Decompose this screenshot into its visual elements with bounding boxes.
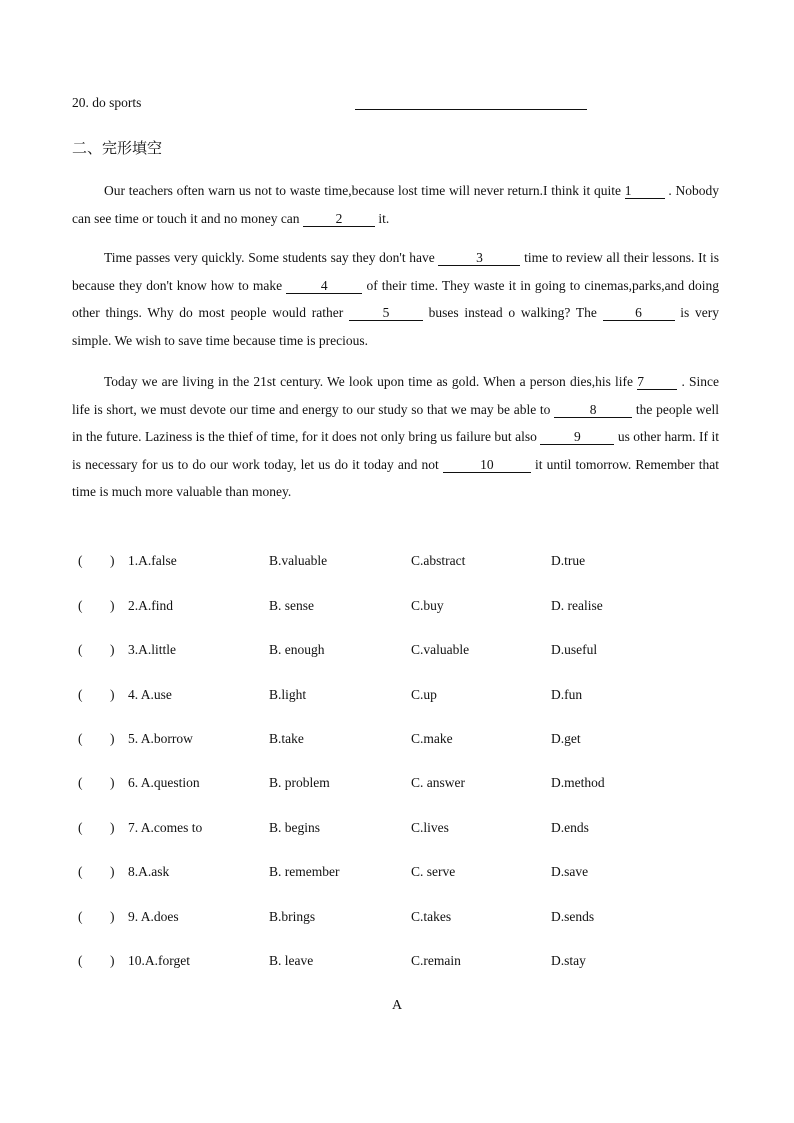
passage-paragraph-2 — [72, 244, 719, 354]
option-row-2 — [72, 598, 722, 618]
option-d: D.true — [551, 553, 586, 568]
option-b: B. sense — [269, 598, 314, 613]
paren-open: ( — [78, 775, 83, 790]
passage-text: it until tomorrow. Remember that time is much more valuable than money. — [72, 456, 720, 500]
blank-4: 4 — [286, 278, 362, 294]
passage-text: Time passes very quickly. Some students say they don't have — [104, 250, 435, 265]
option-row-4 — [72, 687, 722, 707]
answer-parentheses — [78, 598, 115, 614]
blank-3: 3 — [438, 250, 520, 266]
blank-6: 6 — [603, 305, 675, 321]
option-b: B. leave — [269, 953, 314, 968]
option-row-8 — [72, 864, 722, 884]
option-a: 8.A.ask — [128, 864, 170, 879]
option-c: C.abstract — [411, 553, 466, 568]
option-a: 1.A.false — [128, 553, 177, 568]
option-d: D.useful — [551, 642, 598, 657]
answer-parentheses — [78, 642, 115, 658]
blank-9: 9 — [540, 429, 614, 445]
option-row-6 — [72, 775, 722, 795]
option-c: C.valuable — [411, 642, 470, 657]
option-row-1 — [72, 553, 722, 573]
option-c: C. serve — [411, 864, 456, 879]
passage-text: us other harm. If it is necessary for us to do our work today, let us do it today and not — [72, 429, 720, 472]
paren-open: ( — [78, 731, 83, 746]
option-c: C.takes — [411, 909, 452, 924]
answer-parentheses — [78, 553, 115, 569]
blank-10: 10 — [443, 457, 531, 473]
section-letter-heading: A — [391, 998, 403, 1013]
option-row-9 — [72, 909, 722, 929]
paren-open: ( — [78, 909, 83, 924]
item-20-label: 20. do sports — [72, 95, 142, 110]
option-a: 4. A.use — [128, 687, 172, 702]
option-d: D.method — [551, 775, 605, 790]
option-b: B.valuable — [269, 553, 328, 568]
paren-close: ) — [110, 953, 115, 968]
option-b: B.brings — [269, 909, 316, 924]
paren-close: ) — [110, 687, 115, 702]
paren-open: ( — [78, 598, 83, 613]
option-c: C. answer — [411, 775, 465, 790]
item-20-answer-line — [355, 109, 587, 110]
passage-text: time to review all their lessons. It is because they don't know how to make — [72, 250, 720, 293]
option-row-7 — [72, 820, 722, 840]
paren-open: ( — [78, 642, 83, 657]
answer-parentheses — [78, 864, 115, 880]
option-b: B. begins — [269, 820, 321, 835]
paren-open: ( — [78, 953, 83, 968]
option-c: C.make — [411, 731, 453, 746]
option-b: B. remember — [269, 864, 340, 879]
paren-close: ) — [110, 820, 115, 835]
option-b: B. enough — [269, 642, 325, 657]
option-row-10 — [72, 953, 722, 973]
option-row-3 — [72, 642, 722, 662]
option-a: 10.A.forget — [128, 953, 190, 968]
answer-parentheses — [78, 775, 115, 791]
option-a: 2.A.find — [128, 598, 173, 613]
option-d: D. realise — [551, 598, 603, 613]
blank-8: 8 — [554, 402, 632, 418]
option-a: 6. A.question — [128, 775, 200, 790]
option-row-5 — [72, 731, 722, 751]
passage-text: of their time. They waste it in going to cinemas,parks,and doing other things. Why do most people would rather — [72, 277, 720, 321]
option-b: B.take — [269, 731, 304, 746]
paren-open: ( — [78, 820, 83, 835]
option-d: D.save — [551, 864, 589, 879]
option-c: C.up — [411, 687, 437, 702]
option-b: B. problem — [269, 775, 330, 790]
passage-text: . Nobody can see time or touch it and no money can — [72, 183, 720, 226]
paren-open: ( — [78, 864, 83, 879]
passage-paragraph-1 — [72, 177, 719, 232]
blank-1: 1 — [625, 183, 665, 199]
paren-close: ) — [110, 642, 115, 657]
passage-text: the people well in the future. Laziness is the thief of time, for it does not only bring us failure but also — [72, 401, 720, 445]
option-d: D.get — [551, 731, 581, 746]
passage-text: it. — [378, 210, 390, 226]
passage-text: Today we are living in the 21st century. We look upon time as gold. When a person dies,his life — [104, 374, 634, 389]
paren-close: ) — [110, 553, 115, 568]
passage-text: . Since life is short, we must devote our time and energy to our study so that we may be able to — [72, 374, 720, 417]
answer-parentheses — [78, 953, 115, 969]
blank-2: 2 — [303, 211, 375, 227]
option-b: B.light — [269, 687, 307, 702]
option-c: C.lives — [411, 820, 449, 835]
blank-5: 5 — [349, 305, 423, 321]
option-a: 5. A.borrow — [128, 731, 193, 746]
paren-close: ) — [110, 909, 115, 924]
option-d: D.fun — [551, 687, 583, 702]
answer-parentheses — [78, 687, 115, 703]
item-20 — [72, 95, 722, 113]
option-c: C.buy — [411, 598, 444, 613]
paren-close: ) — [110, 864, 115, 879]
option-a: 3.A.little — [128, 642, 176, 657]
paren-close: ) — [110, 598, 115, 613]
option-d: D.ends — [551, 820, 589, 835]
paren-open: ( — [78, 553, 83, 568]
passage-text: is very simple. We wish to save time because time is precious. — [72, 305, 720, 348]
paren-open: ( — [78, 687, 83, 702]
option-d: D.stay — [551, 953, 586, 968]
passage-paragraph-3 — [72, 368, 719, 506]
option-d: D.sends — [551, 909, 595, 924]
passage-text: buses instead o walking? The — [428, 305, 597, 321]
blank-7: 7 — [637, 374, 677, 390]
passage-text: Our teachers often warn us not to waste time,because lost time will never return.I think it quite — [104, 183, 621, 198]
section-title: 二、完形填空 — [72, 141, 163, 157]
answer-parentheses — [78, 909, 115, 925]
option-c: C.remain — [411, 953, 461, 968]
answer-parentheses — [78, 820, 115, 836]
answer-parentheses — [78, 731, 115, 747]
option-a: 7. A.comes to — [128, 820, 203, 835]
option-a: 9. A.does — [128, 909, 179, 924]
paren-close: ) — [110, 775, 115, 790]
paren-close: ) — [110, 731, 115, 746]
